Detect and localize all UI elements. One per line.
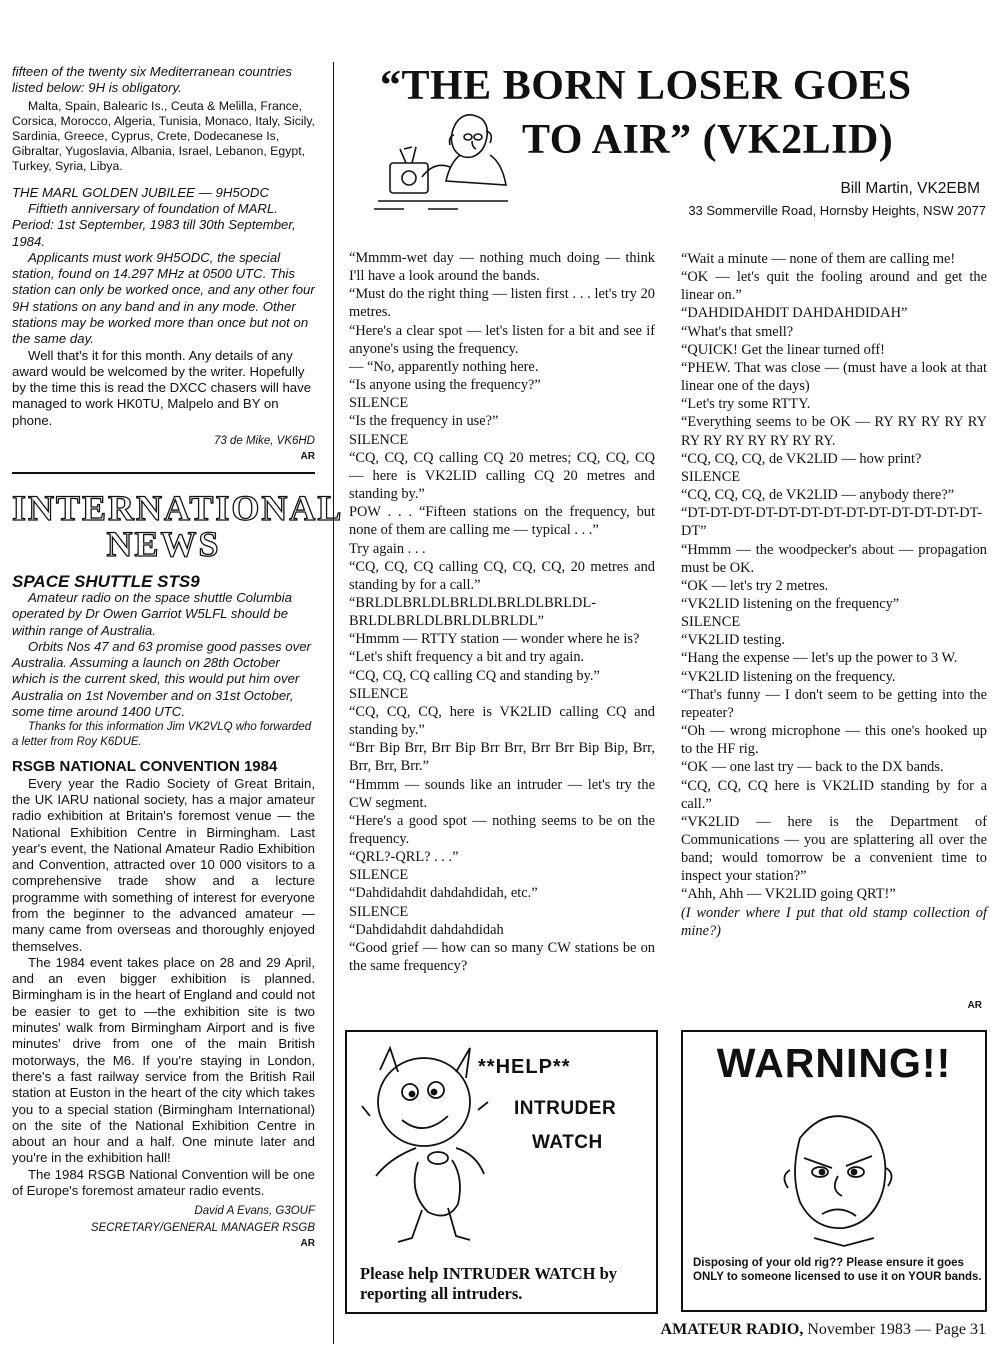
story-line: “OK — let's try 2 metres. bbox=[681, 577, 829, 594]
dxcc-intro: fifteen of the twenty six Mediterranean countries listed below: 9H is obligatory. bbox=[12, 64, 293, 96]
warning-title: WARNING!! bbox=[716, 1040, 952, 1086]
watch-label: WATCH bbox=[532, 1132, 603, 1153]
shuttle-heading: SPACE SHUTTLE STS9 bbox=[12, 571, 200, 591]
rsgb-signature-title: SECRETARY/GENERAL MANAGER RSGB bbox=[90, 1221, 315, 1234]
help-note: Please help INTRUDER WATCH by reporting all intruders. bbox=[360, 1264, 617, 1303]
story-line: “QRL?-QRL? . . .” bbox=[349, 849, 459, 866]
story-line: “OK — one last try — back to the DX bands. bbox=[681, 759, 944, 776]
story-line: “DT-DT-DT-DT-DT-DT-DT-DT-DT-DT-DT-DT-DT-DT” bbox=[681, 505, 982, 540]
story-line: “Mmmm-wet day — nothing much doing — think I'll have a look around the bands. bbox=[349, 250, 655, 285]
intl-line-2: NEWS bbox=[106, 523, 221, 564]
story-line: “Wait a minute — none of them are calling me! bbox=[681, 251, 956, 267]
pixie-mascot-illustration bbox=[360, 1040, 490, 1250]
page-footer bbox=[661, 1321, 986, 1339]
story-line: “Ahh, Ahh — VK2LID going QRT!” bbox=[681, 886, 896, 903]
story-line: “Everything seems to be OK — RY RY RY RY RY RY RY RY RY RY RY RY. bbox=[681, 414, 987, 449]
story-line: SILENCE bbox=[349, 903, 409, 920]
story-line: “Here's a clear spot — let's listen for a bit and see if anyone's using the frequency. bbox=[349, 322, 655, 357]
story-line: “CQ, CQ, CQ calling CQ 20 metres; CQ, CQ, CQ — here is VK2LID calling CQ 20 metres and standing by.” bbox=[349, 449, 655, 503]
story-line: “What's that smell? bbox=[681, 323, 794, 340]
shuttle-paragraph-2: Orbits Nos 47 and 63 promise good passes over Australia. Assuming a launch on 28th October which is the current sked, this would put him over Australia on 1st November and on 31st October, some time around 1400 UTC. bbox=[12, 638, 311, 720]
rsgb-paragraph-2: The 1984 event takes place on 28 and 29 April, and an even bigger exhibition is planned. Birmingham is in the heart of England and could not be easier to get to —the exhibition site is two minutes' walk from Birmingham Airport and is five minutes' drive from one of the main British motorways, the M6. If you're staying in London, there's a fast railway service from the British Rail station at Euston in the heart of the city which takes you to a special station (Birmingham International) on the site of the National Exhibition Centre in about an hour and a half. One minute later and you're in the exhibition hall! bbox=[12, 954, 315, 1166]
story-closing-aside: (I wonder where I put that old stamp collection of mine?) bbox=[681, 904, 987, 939]
issue-and-page: November 1983 — Page 31 bbox=[807, 1321, 986, 1338]
story-line: “CQ, CQ, CQ calling CQ, CQ, CQ, 20 metres and standing by for a call.” bbox=[349, 558, 655, 593]
ar-mark: AR bbox=[300, 1237, 315, 1249]
rsgb-paragraph-3: The 1984 RSGB National Convention will be one of Europe's foremost amateur radio events. bbox=[12, 1166, 315, 1199]
ar-mark: AR bbox=[300, 451, 315, 463]
rsgb-signature-name: David A Evans, G3OUF bbox=[194, 1205, 315, 1218]
signoff: 73 de Mike, VK6HD bbox=[214, 435, 315, 448]
story-line: “CQ, CQ, CQ, de VK2LID — anybody there?” bbox=[681, 487, 955, 504]
story-line: “Let's shift frequency a bit and try again. bbox=[349, 649, 585, 666]
story-line: “Good grief — how can so many CW stations be on the same frequency? bbox=[349, 939, 655, 975]
story-line: “Oh — wrong microphone — this one's hooked up to the HF rig. bbox=[681, 723, 987, 758]
story-line: “Hmmm — the woodpecker's about — propagation must be OK. bbox=[681, 541, 987, 576]
rsgb-paragraph-1: Every year the Radio Society of Great Britain, the UK IARU national society, has a major amateur radio exhibition at Britain's foremost venue — the National Exhibition Centre in Birmingham. Last year's event, the National Amateur Radio Exhibition and Convention, attracted over 10 000 visitors to a comprehensive trade show and a lecture programme with something of interest for everyone from the beginner to the advanced amateur — many came from overseas and thoroughly enjoyed themselves. bbox=[12, 775, 315, 954]
story-line: POW . . . “Fifteen stations on the frequency, but none of them are calling me — typical . . .” bbox=[349, 504, 655, 539]
article-address: 33 Sommerville Road, Hornsby Heights, NSW 2077 bbox=[688, 203, 986, 218]
warning-note: Disposing of your old rig?? Please ensure it goes ONLY to someone licensed to use it on YOUR bands. bbox=[693, 1257, 982, 1284]
story-column-1 bbox=[349, 249, 655, 975]
jubilee-paragraph-2: Applicants must work 9H5ODC, the special station, found on 14.297 MHz at 0500 UTC. This station can only be worked once, and any other four 9H stations on any band and in any mode. Other stations may be worked more than once but not on the same day. bbox=[12, 249, 315, 347]
story-line: “CQ, CQ, CQ here is VK2LID standing by for a call.” bbox=[681, 777, 987, 812]
story-line: Try again . . . bbox=[349, 540, 426, 557]
story-line: “VK2LID — here is the Department of Communications — you are splattering all over the band; would tomorrow be a convenient time to inspect your station?” bbox=[681, 813, 987, 885]
story-line: “Is the frequency in use?” bbox=[349, 413, 499, 430]
dxcc-country-list: Malta, Spain, Balearic Is., Ceuta & Melilla, France, Corsica, Morocco, Algeria, Tunisia, Monaco, Italy, Sicily, Sardinia, Greece, Cyprus, Crete, Dodecanese Is, Gibraltar, Yugoslavia, Albania, Israel, Lebanon, Egypt, Turkey, Syria, Libya. bbox=[12, 98, 315, 174]
international-news-heading bbox=[12, 487, 344, 564]
story-line: “DAHDIDAHDIT DAHDAHDIDAH” bbox=[681, 305, 908, 322]
article-title-line-1: “THE BORN LOSER GOES bbox=[380, 63, 912, 109]
story-line: SILENCE bbox=[349, 867, 409, 884]
story-line: “Hmmm — RTTY station — wonder where he is? bbox=[349, 631, 640, 648]
intruder-label: INTRUDER bbox=[514, 1098, 617, 1119]
story-line: “CQ, CQ, CQ, here is VK2LID calling CQ and standing by.” bbox=[349, 703, 655, 739]
story-line: “QUICK! Get the linear turned off! bbox=[681, 341, 885, 358]
article-title-line-2: TO AIR” (VK2LID) bbox=[522, 117, 894, 163]
story-line: “VK2LID testing. bbox=[681, 632, 785, 649]
story-line: SILENCE bbox=[349, 431, 409, 448]
story-line: “OK — let's quit the fooling around and get the linear on.” bbox=[681, 269, 987, 304]
article-author: Bill Martin, VK2EBM bbox=[840, 180, 980, 197]
story-line: — “No, apparently nothing here. bbox=[349, 358, 539, 375]
shuttle-paragraph-1: Amateur radio on the space shuttle Columbia operated by Dr Owen Garriot W5LFL should be within range of Australia. bbox=[12, 589, 292, 638]
column-divider bbox=[333, 62, 334, 1344]
story-line: “Brr Bip Brr, Brr Bip Brr Brr, Brr Brr Bip Bip, Brr, Brr, Brr, Brr.” bbox=[349, 740, 655, 775]
rsgb-heading: RSGB NATIONAL CONVENTION 1984 bbox=[12, 758, 278, 776]
story-line: SILENCE bbox=[681, 614, 741, 631]
story-line: “VK2LID listening on the frequency. bbox=[681, 668, 896, 685]
story-line: “VK2LID listening on the frequency” bbox=[681, 595, 900, 612]
story-line: “Here's a good spot — nothing seems to be on the frequency. bbox=[349, 812, 655, 847]
story-line: “Hang the expense — let's up the power to 3 W. bbox=[681, 650, 958, 667]
story-line: SILENCE bbox=[349, 685, 409, 702]
story-line: “CQ, CQ, CQ, de VK2LID — how print? bbox=[681, 450, 922, 467]
jubilee-heading: THE MARL GOLDEN JUBILEE — 9H5ODC bbox=[12, 184, 269, 200]
story-line: “BRLDLBRLDLBRLDLBRLDLBRLDL-BRLDLBRLDLBRLDLBRLDL” bbox=[349, 594, 597, 630]
story-line: SILENCE bbox=[681, 468, 741, 485]
shuttle-thanks: Thanks for this information Jim VK2VLQ who forwarded a letter from Roy K6DUE. bbox=[12, 721, 312, 748]
intl-line-1: INTERNATIONAL bbox=[12, 487, 344, 528]
radio-operator-illustration bbox=[368, 105, 518, 215]
story-line: “Is anyone using the frequency?” bbox=[349, 377, 541, 394]
ar-mark: AR bbox=[967, 1000, 982, 1011]
story-column-2 bbox=[681, 250, 987, 940]
story-line: “PHEW. That was close — (must have a look at that linear one of the days) bbox=[681, 359, 987, 395]
jubilee-paragraph-1: Fiftieth anniversary of foundation of MARL. Period: 1st September, 1983 till 30th September, 1984. bbox=[12, 200, 296, 249]
story-line: “That's funny — I don't seem to be getting into the repeater? bbox=[681, 686, 987, 721]
angry-face-illustration bbox=[760, 1098, 910, 1248]
closing-paragraph: Well that's it for this month. Any details of any award would be welcomed by the writer. Hopefully by the time this is read the DXCC chasers will have managed to work HK0TU, Malpelo and BY on phone. bbox=[12, 347, 312, 428]
story-line: SILENCE bbox=[349, 395, 409, 412]
story-line: “CQ, CQ, CQ calling CQ and standing by.” bbox=[349, 667, 600, 684]
story-line: “Dahdidahdit dahdahdidah bbox=[349, 921, 504, 938]
magazine-name: AMATEUR RADIO, bbox=[660, 1321, 804, 1338]
section-divider bbox=[12, 472, 315, 474]
help-title: **HELP** bbox=[478, 1056, 571, 1078]
story-line: “Must do the right thing — listen first . . . let's try 20 metres. bbox=[349, 286, 655, 321]
story-line: “Hmmm — sounds like an intruder — let's try the CW segment. bbox=[349, 776, 655, 811]
story-line: “Let's try some RTTY. bbox=[681, 396, 811, 413]
left-column bbox=[12, 64, 344, 1252]
story-line: “Dahdidahdit dahdahdidah, etc.” bbox=[349, 885, 538, 902]
